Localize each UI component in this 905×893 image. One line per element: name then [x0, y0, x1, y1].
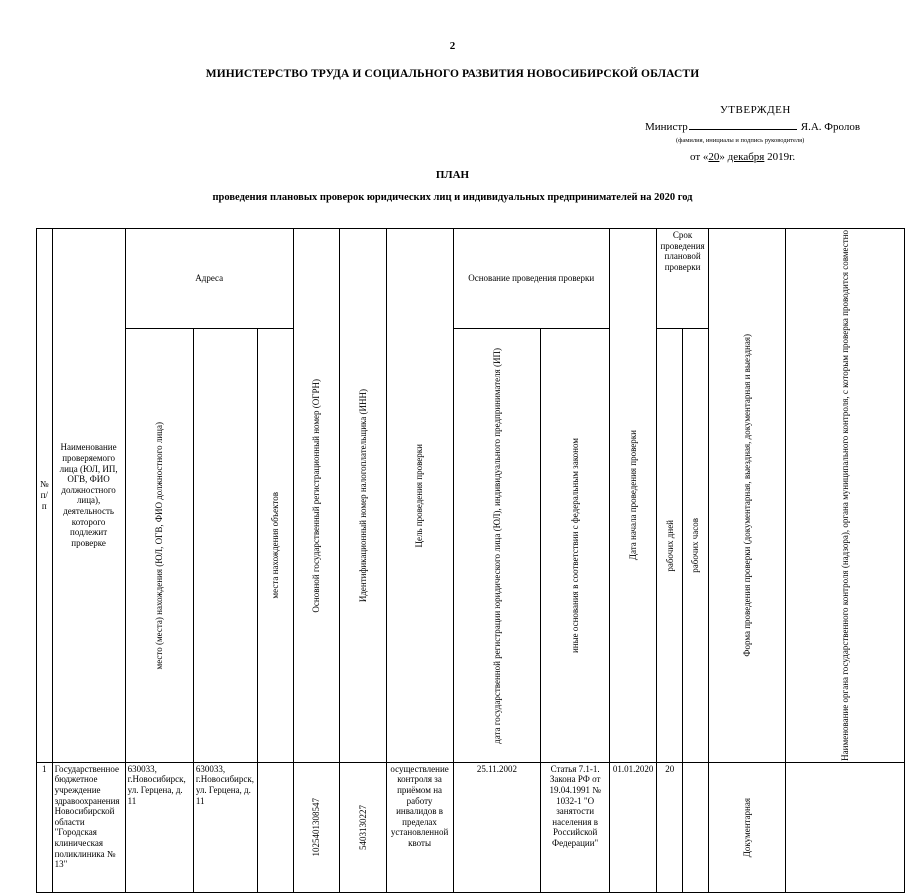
header-basis: Основание проведения проверки: [453, 229, 609, 329]
approval-date: от «20» декабря 2019г.: [690, 151, 796, 163]
minister-label: Министр: [645, 121, 688, 133]
header-objects-location: места нахождения объектов: [257, 329, 293, 763]
header-num: № п/п: [37, 229, 53, 763]
header-term: Срок проведения плановой проверки: [657, 229, 708, 329]
row-form: Документарная: [708, 762, 785, 892]
approval-day: 20: [708, 151, 720, 163]
row-basis-other: Статья 7.1-1. Закона РФ от 19.04.1991 № 1032-1 "О занятости населения в Российской Федерации": [541, 762, 610, 892]
row-basis-date: 25.11.2002: [453, 762, 541, 892]
signature-hint: (фамилия, инициалы и подпись руководителя): [676, 137, 805, 144]
row-purpose: осуществление контроля за приёмом на работу инвалидов в пределах установленной квоты: [386, 762, 453, 892]
row-start-date: 01.01.2020: [609, 762, 656, 892]
header-start-date: Дата начала проведения проверки: [609, 229, 656, 763]
inspection-plan-table: [36, 228, 905, 893]
signature-blank: [689, 119, 797, 130]
row-name: Государственное бюджетное учреждение здравоохранения Новосибирской области "Городская клиническая поликлиника № 13": [52, 762, 125, 892]
header-address: Адреса: [125, 229, 293, 329]
approved-label: УТВЕРЖДЕН: [720, 104, 791, 116]
row-authority: [786, 762, 905, 892]
plan-subtitle: проведения плановых проверок юридических лиц и индивидуальных предпринимателей на 2020 год: [212, 192, 693, 203]
header-term-hours: рабочих часов: [683, 329, 709, 763]
header-authority: Наименование органа государственного контроля (надзора), органа муниципального контроля, с которым проверка проводится совместно: [786, 229, 905, 763]
row-hours: [683, 762, 709, 892]
header-inn: Идентификационный номер налогоплательщика (ИНН): [340, 229, 386, 763]
row-days: 20: [657, 762, 683, 892]
header-basis-other: иные основания в соответствии с федеральным законом: [541, 329, 610, 763]
approval-year: 2019г.: [764, 151, 796, 163]
row-objects: [257, 762, 293, 892]
plan-title: ПЛАН: [435, 169, 470, 181]
header-term-days: рабочих дней: [657, 329, 683, 763]
approval-month: декабря: [727, 151, 765, 163]
header-address-blank: [193, 329, 257, 763]
header-form: Форма проведения проверки (документарная, выездная, документарная и выездная): [708, 229, 785, 763]
row-address-1: 630033, г.Новосибирск, ул. Герцена, д. 11: [125, 762, 193, 892]
minister-name: Я.А. Фролов: [800, 121, 861, 133]
header-purpose: Цель проведения проверки: [386, 229, 453, 763]
ministry-heading: МИНИСТЕРСТВО ТРУДА И СОЦИАЛЬНОГО РАЗВИТИЯ НОВОСИБИРСКОЙ ОБЛАСТИ: [205, 68, 700, 80]
header-address-location: место (места) нахождения (ЮЛ, ОГВ, ФИО должностного лица): [125, 329, 193, 763]
row-ogrn: 1025401308547: [293, 762, 339, 892]
header-name: Наименование проверяемого лица (ЮЛ, ИП, ОГВ, ФИО должностного лица), деятельность которого подлежит проверке: [52, 229, 125, 763]
row-address-2: 630033, г.Новосибирск, ул. Герцена, д. 11: [193, 762, 257, 892]
table-row: [37, 762, 905, 892]
minister-line: [645, 119, 860, 133]
header-basis-date: дата государственной регистрации юридического лица (ЮЛ), индивидуального предпринимателя (ИП): [453, 329, 541, 763]
row-num: 1: [37, 762, 53, 892]
row-inn: 5403130227: [340, 762, 386, 892]
header-ogrn: Основной государственный регистрационный номер (ОГРН): [293, 229, 339, 763]
page-number: 2: [449, 40, 456, 52]
